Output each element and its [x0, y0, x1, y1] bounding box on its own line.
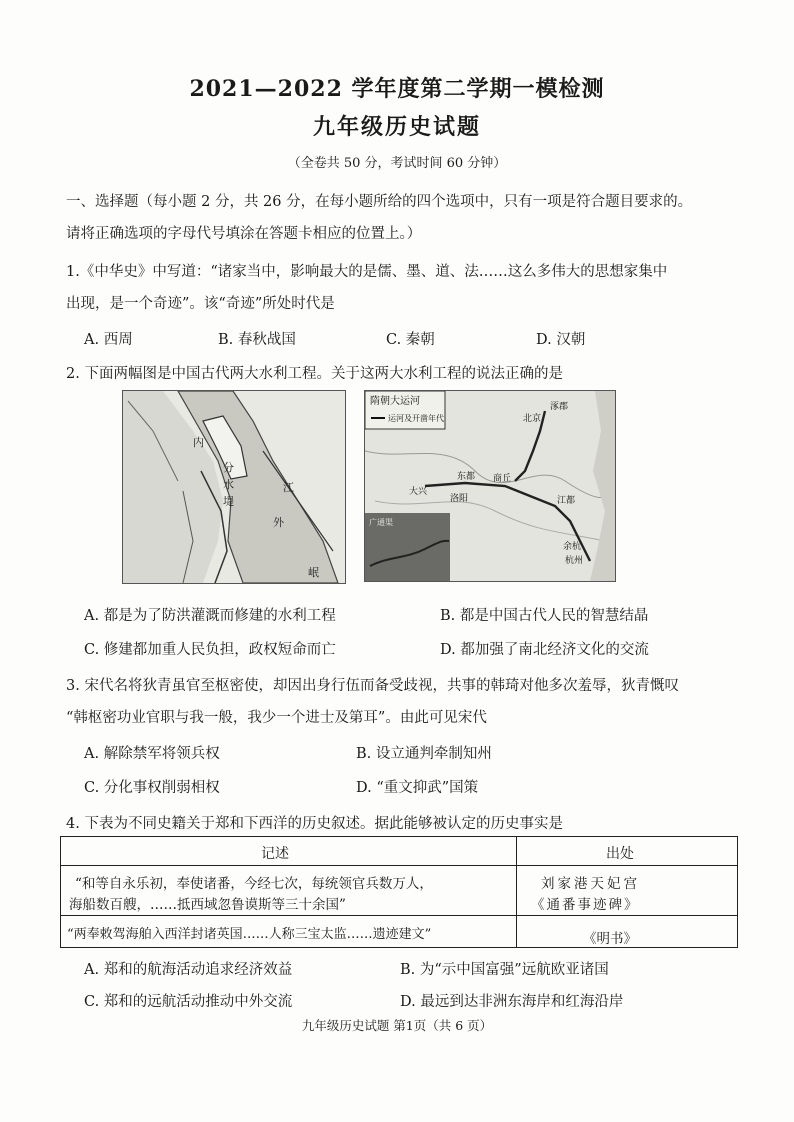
q4-option-b: B. 为“示中国富强”远航欧亚诸国	[400, 962, 609, 978]
city-daxing: 大兴	[409, 487, 428, 497]
label-nei: 内	[193, 436, 204, 449]
q4-option-a: A. 郑和的航海活动追求经济效益	[84, 962, 293, 978]
table-row1-source-line2: 《通番事迹碑》	[531, 897, 640, 913]
q1-option-a: A. 西周	[84, 332, 133, 348]
table-row1-text-line1: “和等自永乐初，奉使诸番，今经七次，每统领官兵数万人，	[75, 876, 433, 892]
table-row2-text: “两奉敕驾海舶入西洋封诸英国……人称三宝太监……遗迹建文”	[67, 927, 432, 942]
label-jiang: 江	[283, 481, 294, 494]
label-min: 岷	[308, 566, 319, 579]
city-beijing: 北京	[523, 414, 542, 424]
grand-canal-map	[364, 390, 616, 582]
q3-option-b: B. 设立通判牵制知州	[356, 746, 492, 762]
q4-option-d: D. 最远到达非洲东海岸和红海沿岸	[400, 994, 624, 1010]
table-row1-source-line1: 刘家港天妃宫	[541, 876, 640, 892]
city-luoyang: 洛阳	[450, 494, 469, 504]
q3-option-c: C. 分化事权削弱相权	[84, 780, 220, 796]
q1-option-b: B. 春秋战国	[218, 332, 296, 348]
dujiangyan-diagram	[123, 391, 345, 583]
city-zhuojun: 涿郡	[550, 402, 569, 412]
table-row2-source: 《明书》	[583, 931, 637, 947]
section-instruction-line2: 请将正确选项的字母代号填涂在答题卡相应的位置上。）	[66, 226, 422, 242]
q3-stem-line2: “韩枢密功业官职与我一般，我少一个进士及第耳”。由此可见宋代	[66, 710, 487, 726]
q4-source-table	[60, 836, 738, 948]
q2-option-b: B. 都是中国古代人民的智慧结晶	[440, 608, 649, 624]
city-dongdu: 东都	[457, 472, 476, 482]
grand-canal-svg	[365, 391, 615, 581]
q1-stem-line2: 出现，是一个奇迹”。该“奇迹”所处时代是	[66, 296, 335, 312]
page-footer: 九年级历史试题 第1页（共 6 页）	[301, 1018, 493, 1033]
q3-option-d: D. “重文抑武”国策	[356, 780, 479, 796]
map-legend-item: 运河及开凿年代	[388, 414, 444, 423]
q4-stem: 4. 下表为不同史籍关于郑和下西洋的历史叙述。据此能够被认定的历史事实是	[66, 816, 563, 832]
map-legend-title: 隋朝大运河	[370, 396, 420, 407]
q3-option-a: A. 解除禁军将领兵权	[84, 746, 220, 762]
label-shui: 水	[223, 478, 234, 491]
q2-option-d: D. 都加强了南北经济文化的交流	[440, 642, 649, 658]
city-hangzhou: 杭州	[565, 556, 584, 566]
inset-label: 广通渠	[369, 518, 393, 527]
label-di: 堤	[223, 495, 234, 508]
exam-info: （全卷共 50 分，考试时间 60 分钟）	[287, 156, 507, 171]
label-fen: 分	[223, 461, 234, 474]
section-instruction-line1: 一、选择题（每小题 2 分，共 26 分，在每小题所给的四个选项中，只有一项是符合题目要求的。	[66, 194, 693, 210]
exam-subject-title: 九年级历史试题	[312, 114, 481, 140]
q1-option-d: D. 汉朝	[536, 332, 586, 348]
q2-option-c: C. 修建都加重人民负担，政权短命而亡	[84, 642, 336, 658]
q2-stem: 2. 下面两幅图是中国古代两大水利工程。关于这两大水利工程的说法正确的是	[66, 366, 563, 382]
q1-stem-line1: 1.《中华史》中写道：“诸家当中，影响最大的是儒、墨、道、法……这么多伟大的思想家集中	[66, 264, 668, 280]
q1-option-c: C. 秦朝	[386, 332, 435, 348]
q4-option-c: C. 郑和的远航活动推动中外交流	[84, 994, 293, 1010]
table-header-source: 出处	[606, 846, 634, 862]
exam-title: 2021—2022 学年度第二学期一模检测	[189, 76, 605, 102]
q3-stem-line1: 3. 宋代名将狄青虽官至枢密使，却因出身行伍而备受歧视，共事的韩琦对他多次羞辱，狄青慨叹	[66, 678, 679, 694]
city-jiangdu: 江都	[557, 496, 576, 506]
q2-option-a: A. 都是为了防洪灌溉而修建的水利工程	[84, 608, 336, 624]
table-header-record: 记述	[261, 846, 289, 862]
city-yuhang: 余杭	[563, 542, 582, 552]
city-shangqiu: 商丘	[493, 474, 512, 484]
label-wai: 外	[273, 516, 284, 529]
dujiangyan-figure	[122, 390, 346, 584]
table-row1-text-line2: 海船数百艘，……抵西域忽鲁谟斯等三十余国”	[69, 897, 346, 913]
